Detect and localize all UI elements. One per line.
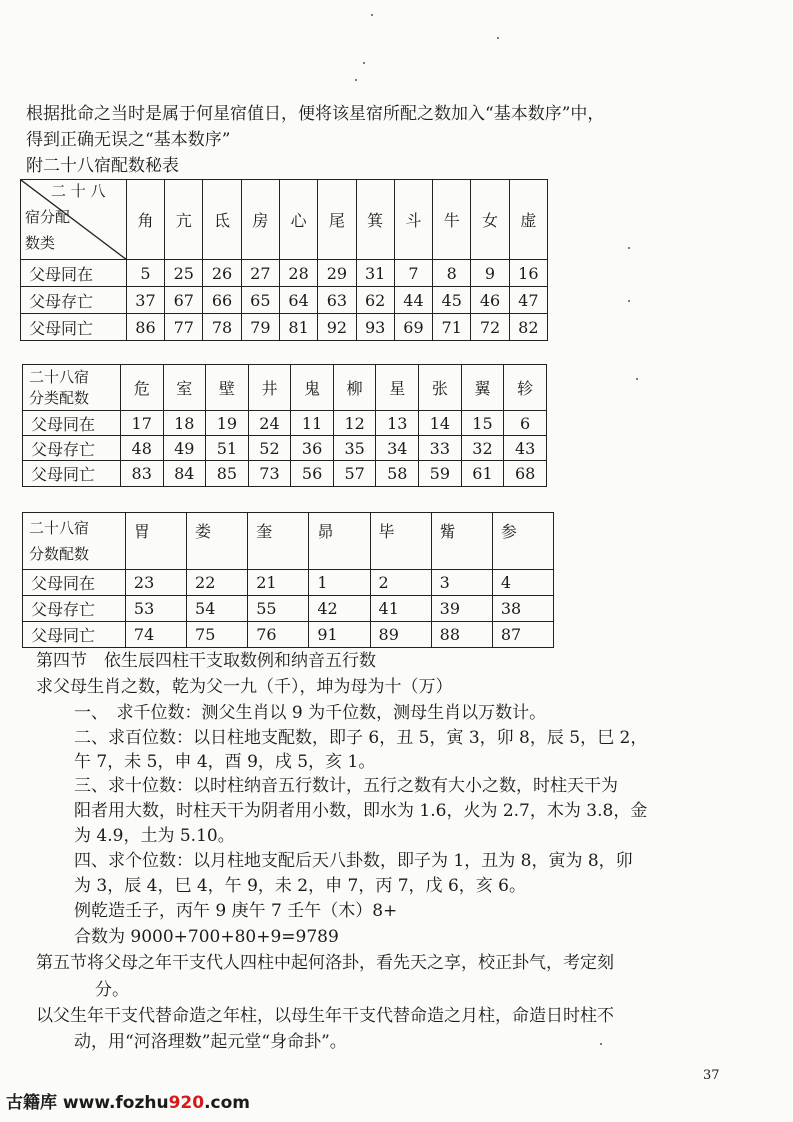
column-header: 轸 (504, 365, 547, 411)
table-cell: 11 (291, 411, 334, 436)
column-header: 亢 (165, 180, 203, 260)
table-cell: 16 (509, 260, 547, 287)
section-4-item: 二、求百位数：以日柱地支配数，即子 6，丑 5，寅 3，卯 8，辰 5，巳 2， (74, 728, 648, 748)
table-cell: 63 (318, 287, 356, 314)
watermark-url-a: www.fozhu (62, 1093, 169, 1113)
section-5-title: 第五节将父母之年干支代人四柱中起何洛卦，看先天之享，校正卦气，考定刻 (36, 953, 614, 973)
column-header: 翼 (461, 365, 504, 411)
scan-speck (355, 79, 357, 81)
column-header: 奎 (248, 513, 309, 570)
column-header: 张 (419, 365, 462, 411)
table-cell: 87 (492, 622, 553, 648)
table-cell: 89 (370, 622, 431, 648)
table-3-header-top: 二十八宿 (29, 519, 90, 537)
table-cell: 55 (248, 596, 309, 622)
column-header: 昴 (309, 513, 370, 570)
table-cell: 57 (333, 461, 376, 487)
table-cell: 22 (187, 570, 248, 596)
table-3-header-row (23, 513, 554, 570)
table-cell: 28 (279, 260, 317, 287)
section-4-item: 一、 求千位数：测父生肖以 9 为千位数，测母生肖以万数计。 (74, 703, 547, 723)
row-label: 父母同在 (23, 411, 121, 436)
table-cell: 12 (333, 411, 376, 436)
table-cell: 47 (509, 287, 547, 314)
table-cell: 39 (431, 596, 492, 622)
table-cell: 68 (504, 461, 547, 487)
table-cell: 83 (120, 461, 163, 487)
table-cell: 35 (333, 436, 376, 461)
table-cell: 65 (241, 287, 279, 314)
column-header: 柳 (333, 365, 376, 411)
page-number: 37 (703, 1068, 720, 1083)
site-watermark (6, 1088, 250, 1113)
table-cell: 33 (419, 436, 462, 461)
section-4-example: 例乾造壬子，丙午 9 庚午 7 壬午（木）8+ (74, 901, 398, 921)
table-cell: 51 (206, 436, 249, 461)
table-cell: 59 (419, 461, 462, 487)
section-4-total: 合数为 9000+700+80+9=9789 (74, 927, 339, 947)
table-cell: 72 (471, 314, 509, 341)
table-cell: 73 (248, 461, 291, 487)
row-label: 父母存亡 (21, 287, 127, 314)
watermark-brand: 古籍库 (6, 1093, 57, 1113)
table-cell: 52 (248, 436, 291, 461)
column-header: 星 (376, 365, 419, 411)
table-cell: 84 (163, 461, 206, 487)
column-header: 娄 (187, 513, 248, 570)
table-2-corner-cell (23, 365, 121, 411)
table-cell: 69 (394, 314, 432, 341)
table-cell: 18 (163, 411, 206, 436)
table-cell: 76 (248, 622, 309, 648)
table-cell: 21 (248, 570, 309, 596)
table-cell: 56 (291, 461, 334, 487)
column-header: 角 (126, 180, 164, 260)
column-header: 室 (163, 365, 206, 411)
table-1-header-mid: 宿分配 (25, 208, 71, 226)
section-5-paragraph-2: 动，用“河洛理数”起元堂“身命卦”。 (74, 1032, 347, 1052)
table-cell: 19 (206, 411, 249, 436)
table-cell: 14 (419, 411, 462, 436)
scan-speck (371, 14, 373, 16)
table-cell: 49 (163, 436, 206, 461)
table-3-header-bot: 分数配数 (29, 545, 90, 563)
table-cell: 67 (165, 287, 203, 314)
table-cell: 81 (279, 314, 317, 341)
row-label: 父母同亡 (21, 314, 127, 341)
scan-speck (600, 1043, 602, 1045)
section-5-title-cont: 分。 (95, 980, 129, 1000)
table-cell: 71 (433, 314, 471, 341)
table-cell: 24 (248, 411, 291, 436)
column-header: 氐 (203, 180, 241, 260)
table-cell: 29 (318, 260, 356, 287)
table-cell: 91 (309, 622, 370, 648)
table-cell: 43 (504, 436, 547, 461)
scan-speck (636, 378, 638, 380)
table-cell: 5 (126, 260, 164, 287)
scan-speck (628, 247, 630, 249)
intro-line-1: 根据批命之当时是属于何星宿值日，便将该星宿所配之数加入“基本数序”中， (26, 104, 605, 124)
column-header: 毕 (370, 513, 431, 570)
table-1-header-row (21, 180, 548, 260)
column-header: 虚 (509, 180, 547, 260)
table-cell: 82 (509, 314, 547, 341)
row-label: 父母同在 (23, 570, 126, 596)
table-cell: 79 (241, 314, 279, 341)
table-cell: 23 (125, 570, 186, 596)
table-row (23, 461, 547, 487)
section-4-item: 为 3，辰 4，巳 4，午 9，未 2，申 7，丙 7，戊 6，亥 6。 (74, 876, 526, 896)
table-row (23, 436, 547, 461)
table-cell: 86 (126, 314, 164, 341)
table-row (21, 287, 548, 314)
table-cell: 38 (492, 596, 553, 622)
table-cell: 4 (492, 570, 553, 596)
table-cell: 1 (309, 570, 370, 596)
table-cell: 58 (376, 461, 419, 487)
table-cell: 3 (431, 570, 492, 596)
table-cell: 9 (471, 260, 509, 287)
table-3 (22, 512, 554, 648)
table-row (21, 314, 548, 341)
row-label: 父母同在 (21, 260, 127, 287)
scan-speck (628, 300, 630, 302)
table-cell: 78 (203, 314, 241, 341)
table-1-corner-cell (21, 180, 127, 260)
table-cell: 31 (356, 260, 394, 287)
row-label: 父母同亡 (23, 461, 121, 487)
table-cell: 75 (187, 622, 248, 648)
column-header: 危 (120, 365, 163, 411)
table-cell: 36 (291, 436, 334, 461)
row-label: 父母存亡 (23, 596, 126, 622)
table-cell: 66 (203, 287, 241, 314)
table-cell: 53 (125, 596, 186, 622)
table-cell: 77 (165, 314, 203, 341)
table-cell: 27 (241, 260, 279, 287)
table-cell: 6 (504, 411, 547, 436)
column-header: 尾 (318, 180, 356, 260)
table-cell: 15 (461, 411, 504, 436)
table-cell: 48 (120, 436, 163, 461)
section-4-item: 三、求十位数：以时柱纳音五行数计，五行之数有大小之数，时柱天干为 (74, 776, 618, 796)
table-cell: 74 (125, 622, 186, 648)
table-cell: 41 (370, 596, 431, 622)
table-cell: 7 (394, 260, 432, 287)
column-header: 房 (241, 180, 279, 260)
column-header: 参 (492, 513, 553, 570)
column-header: 壁 (206, 365, 249, 411)
table-cell: 46 (471, 287, 509, 314)
row-label: 父母同亡 (23, 622, 126, 648)
column-header: 心 (279, 180, 317, 260)
column-header: 觜 (431, 513, 492, 570)
table-cell: 44 (394, 287, 432, 314)
table-cell: 2 (370, 570, 431, 596)
table-1-header-bot: 数类 (25, 234, 56, 252)
section-4-title: 第四节 依生辰四柱干支取数例和纳音五行数 (36, 651, 376, 671)
watermark-url-b: 920 (168, 1093, 205, 1113)
scan-speck (497, 37, 499, 39)
section-4-item: 四、求个位数：以月柱地支配后天八卦数，即子为 1，丑为 8，寅为 8，卯 (74, 851, 633, 871)
scan-speck (363, 62, 365, 64)
table-cell: 92 (318, 314, 356, 341)
table-row (23, 411, 547, 436)
section-5-paragraph-1: 以父生年干支代替命造之年柱，以母生年干支代替命造之月柱，命造日时柱不 (36, 1006, 614, 1026)
table-cell: 17 (120, 411, 163, 436)
section-4-subtitle: 求父母生肖之数，乾为父一九（千），坤为母为十（万） (36, 677, 453, 697)
row-label: 父母存亡 (23, 436, 121, 461)
table-cell: 62 (356, 287, 394, 314)
table-cell: 32 (461, 436, 504, 461)
table-cell: 45 (433, 287, 471, 314)
table-row (23, 622, 554, 648)
section-4-item: 午 7，未 5，申 4，酉 9，戌 5，亥 1。 (74, 752, 376, 772)
section-4-item: 为 4.9，土为 5.10。 (74, 826, 235, 846)
table-cell: 26 (203, 260, 241, 287)
table-row (23, 596, 554, 622)
table-title: 附二十八宿配数秘表 (26, 156, 179, 176)
table-cell: 88 (431, 622, 492, 648)
table-cell: 37 (126, 287, 164, 314)
column-header: 牛 (433, 180, 471, 260)
column-header: 鬼 (291, 365, 334, 411)
column-header: 井 (248, 365, 291, 411)
table-cell: 25 (165, 260, 203, 287)
table-2-header-top: 二十八宿 (29, 368, 90, 386)
table-cell: 8 (433, 260, 471, 287)
section-4-item: 阳者用大数，时柱天干为阴者用小数，即水为 1.6，火为 2.7，木为 3.8，金 (74, 801, 648, 821)
table-cell: 85 (206, 461, 249, 487)
table-cell: 54 (187, 596, 248, 622)
column-header: 斗 (394, 180, 432, 260)
column-header: 胃 (125, 513, 186, 570)
table-cell: 13 (376, 411, 419, 436)
table-row (21, 260, 548, 287)
intro-line-2: 得到正确无误之“基本数序” (26, 130, 231, 150)
table-cell: 64 (279, 287, 317, 314)
column-header: 女 (471, 180, 509, 260)
watermark-url-c: .com (204, 1093, 251, 1113)
table-cell: 42 (309, 596, 370, 622)
table-2 (22, 364, 547, 487)
table-2-header-bot: 分类配数 (29, 389, 90, 407)
column-header: 箕 (356, 180, 394, 260)
table-cell: 34 (376, 436, 419, 461)
table-cell: 61 (461, 461, 504, 487)
table-3-corner-cell (23, 513, 126, 570)
table-row (23, 570, 554, 596)
table-2-header-row (23, 365, 547, 411)
table-cell: 93 (356, 314, 394, 341)
table-1-header-top: 二 十 八 (51, 182, 106, 200)
table-1 (20, 179, 548, 341)
